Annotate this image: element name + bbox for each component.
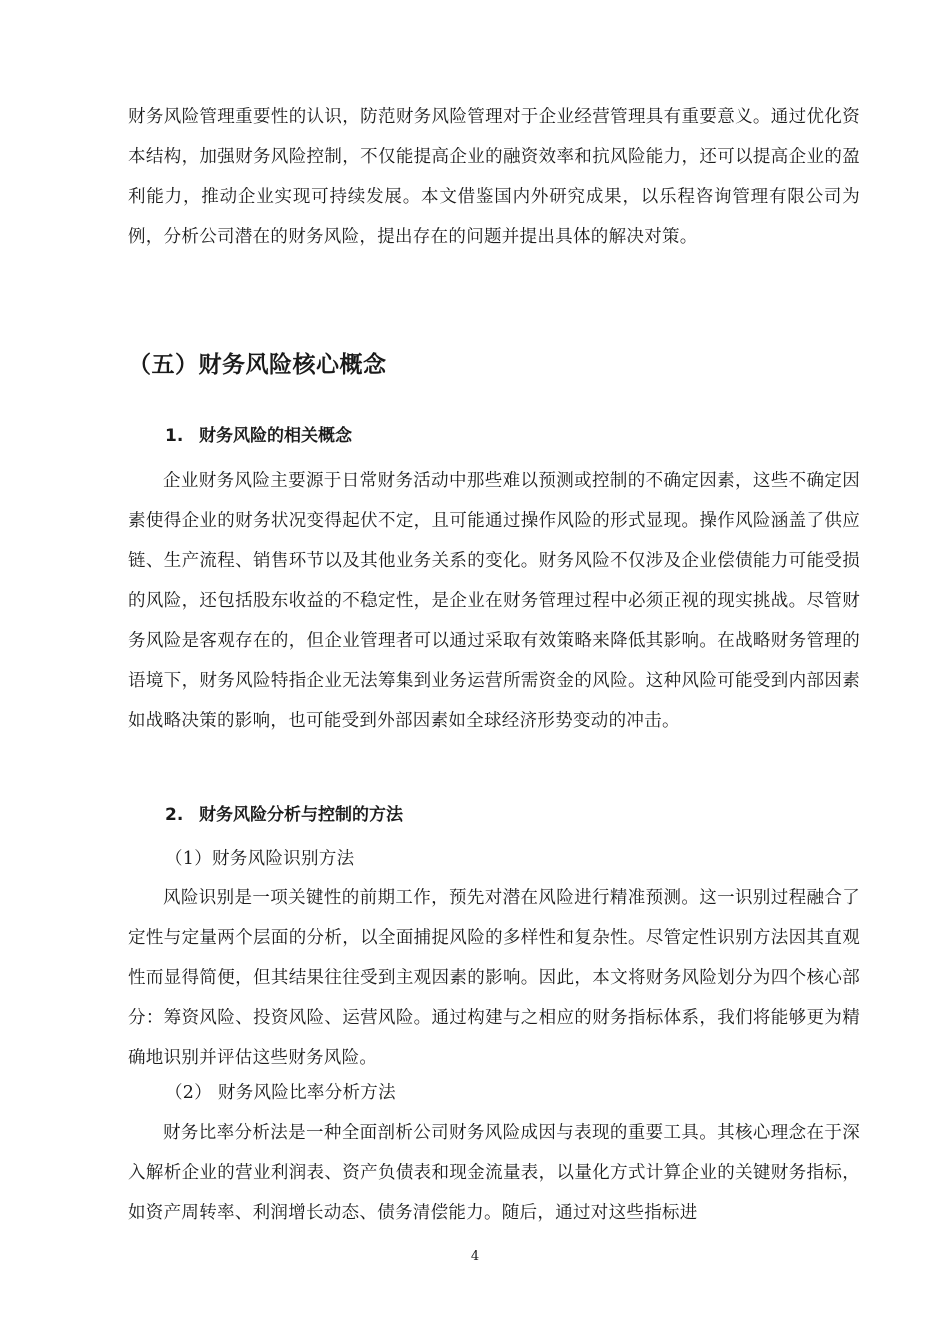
intro-paragraph: 财务风险管理重要性的认识，防范财务风险管理对于企业经营管理具有重要意义。通过优化资本结构，加强财务风险控制，不仅能提高企业的融资效率和抗风险能力，还可以提高企业的盈利能力，推动企业实现可持续发展。本文借鉴国内外研究成果，以乐程咨询管理有限公司为例，分析公司潜在的财务风险，提出存在的问题并提出具体的解决对策。 xyxy=(128,107,860,247)
item-heading-2: （2） 财务风险比率分析方法 xyxy=(165,1083,396,1103)
subsection-title: 财务风险的相关概念 xyxy=(199,426,352,446)
subsection-number: 1. xyxy=(165,426,184,446)
subsection-title: 财务风险分析与控制的方法 xyxy=(199,805,403,825)
section-heading: （五）财务风险核心概念 xyxy=(128,352,387,378)
ratio-paragraph: 财务比率分析法是一种全面剖析公司财务风险成因与表现的重要工具。其核心理念在于深入解析企业的营业利润表、资产负债表和现金流量表，以量化方式计算企业的关键财务指标，如资产周转率、利润增长动态、债务清偿能力。随后，通过对这些指标进 xyxy=(128,1123,860,1223)
subsection-number: 2. xyxy=(165,805,184,825)
subsection-heading-1 xyxy=(165,420,352,452)
item-heading-1: （1）财务风险识别方法 xyxy=(165,849,355,869)
subsection-heading-2 xyxy=(165,799,403,831)
identification-paragraph: 风险识别是一项关键性的前期工作，预先对潜在风险进行精准预测。这一识别过程融合了定性与定量两个层面的分析，以全面捕捉风险的多样性和复杂性。尽管定性识别方法因其直观性而显得简便，但其结果往往受到主观因素的影响。因此，本文将财务风险划分为四个核心部分：筹资风险、投资风险、运营风险。通过构建与之相应的财务指标体系，我们将能够更为精确地识别并评估这些财务风险。 xyxy=(128,888,860,1068)
page-number: 4 xyxy=(470,1249,480,1264)
concept-paragraph: 企业财务风险主要源于日常财务活动中那些难以预测或控制的不确定因素，这些不确定因素使得企业的财务状况变得起伏不定，且可能通过操作风险的形式显现。操作风险涵盖了供应链、生产流程、销售环节以及其他业务关系的变化。财务风险不仅涉及企业偿债能力可能受损的风险，还包括股东收益的不稳定性，是企业在财务管理过程中必须正视的现实挑战。尽管财务风险是客观存在的，但企业管理者可以通过采取有效策略来降低其影响。在战略财务管理的语境下，财务风险特指企业无法筹集到业务运营所需资金的风险。这种风险可能受到内部因素如战略决策的影响，也可能受到外部因素如全球经济形势变动的冲击。 xyxy=(128,471,860,731)
